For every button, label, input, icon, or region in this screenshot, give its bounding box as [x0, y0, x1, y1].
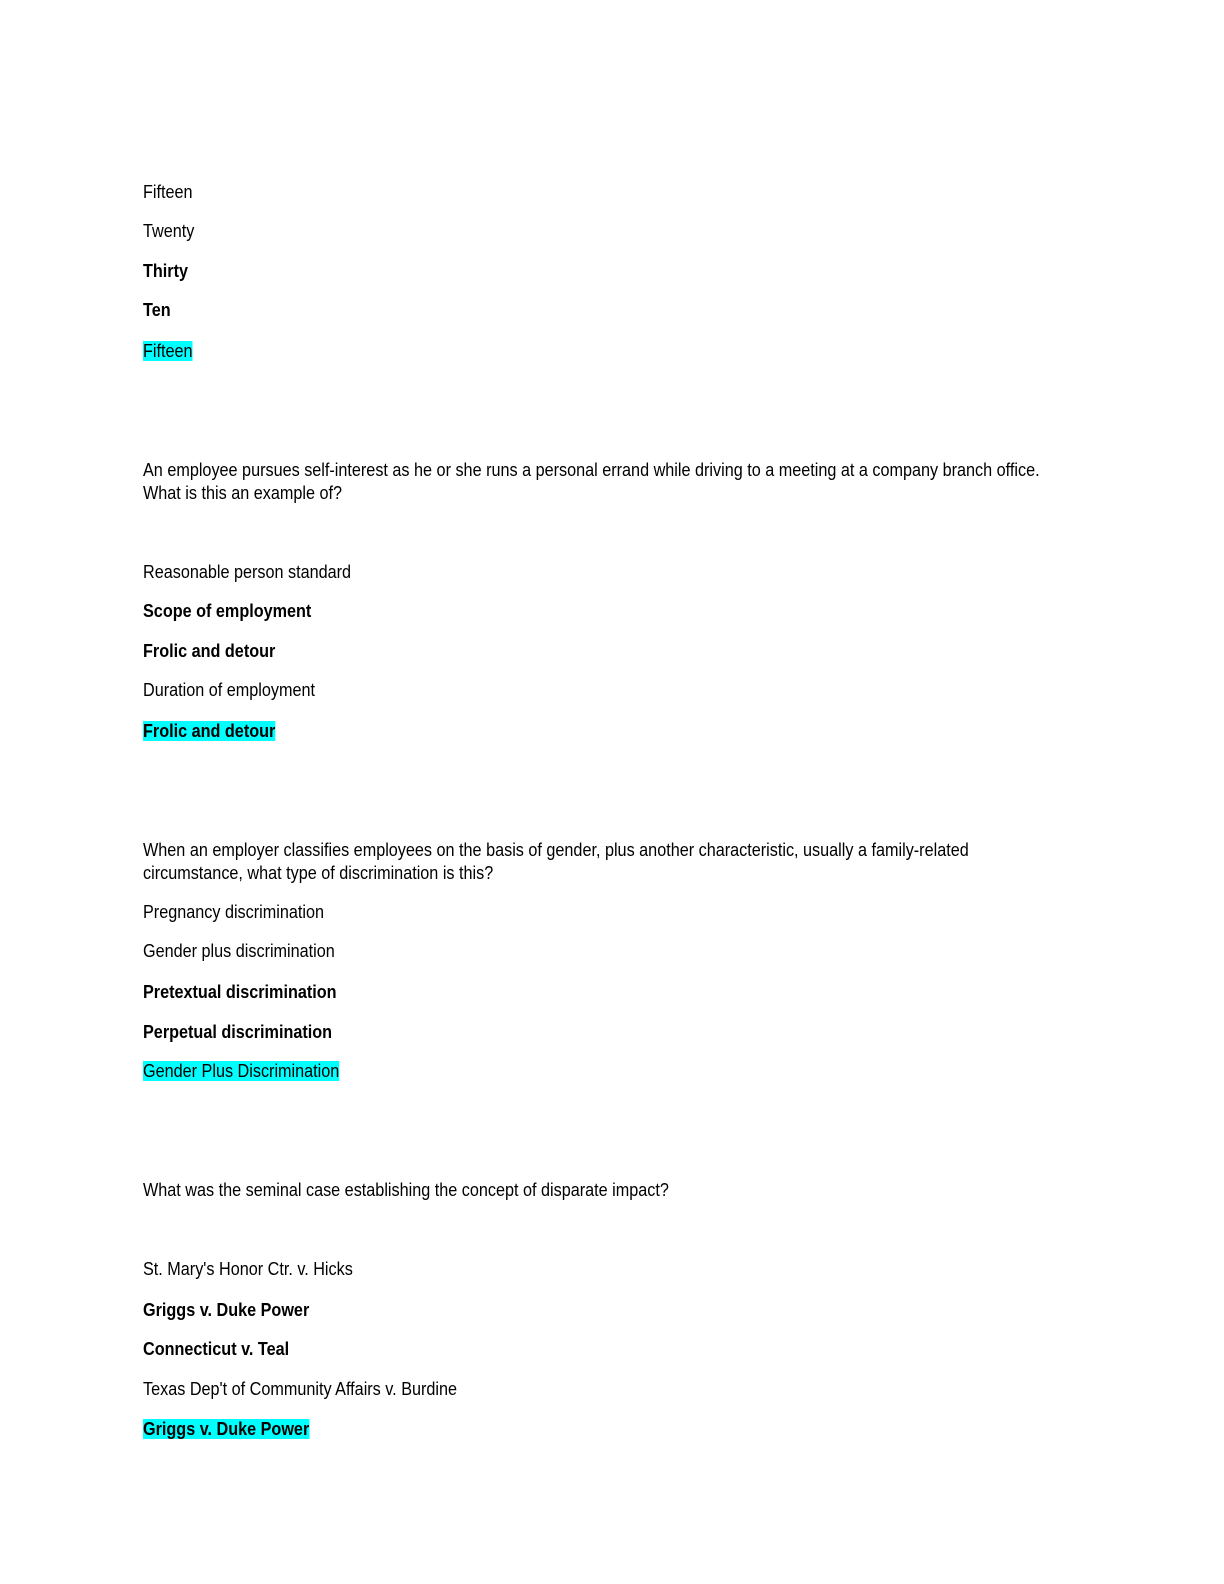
option-3-1: Pregnancy discrimination [143, 902, 324, 922]
option-4-1: St. Mary's Honor Ctr. v. Hicks [143, 1259, 353, 1279]
option-2-2: Scope of employment [143, 601, 312, 621]
option-3-2: Gender plus discrimination [143, 941, 335, 961]
question-2: An employee pursues self-interest as he or she runs a personal errand while driving to a meeting at a company branch office. What is this an example of? [143, 460, 1040, 503]
option-1-3: Thirty [143, 261, 189, 281]
option-3-4: Perpetual discrimination [143, 1022, 333, 1042]
question-4: What was the seminal case establishing the concept of disparate impact? [143, 1180, 669, 1200]
option-2-1: Reasonable person standard [143, 562, 352, 582]
answer-highlight-4: Griggs v. Duke Power [143, 1419, 310, 1439]
answer-highlight-3: Gender Plus Discrimination [143, 1061, 340, 1081]
option-4-4: Texas Dep't of Community Affairs v. Burdine [143, 1379, 458, 1399]
question-3: When an employer classifies employees on the basis of gender, plus another characteristic, usually a family-related circumstance, what type of discrimination is this? [143, 840, 969, 883]
option-4-3: Connecticut v. Teal [143, 1339, 290, 1359]
option-2-3: Frolic and detour [143, 641, 276, 661]
option-3-3: Pretextual discrimination [143, 982, 337, 1002]
option-2-4: Duration of employment [143, 680, 315, 700]
option-1-4: Ten [143, 300, 171, 320]
answer-highlight-1: Fifteen [143, 341, 193, 361]
option-4-2: Griggs v. Duke Power [143, 1300, 310, 1320]
option-1-2: Twenty [143, 221, 195, 241]
answer-highlight-2: Frolic and detour [143, 721, 276, 741]
option-1-1: Fifteen [143, 182, 193, 202]
